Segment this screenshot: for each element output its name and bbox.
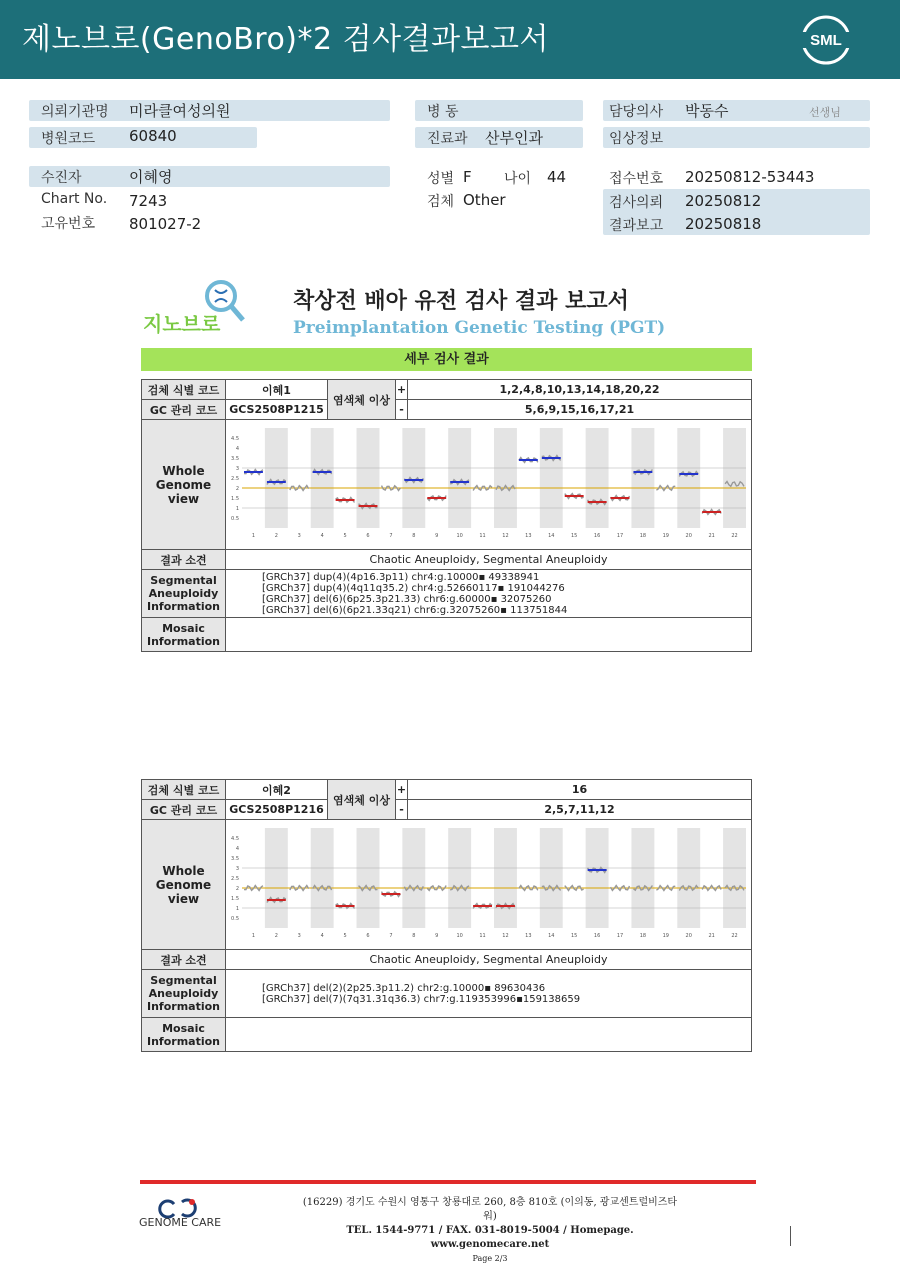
- ward-label: 병 동: [427, 104, 459, 120]
- chart-no: 7243: [129, 192, 168, 210]
- chrom-band: [265, 828, 288, 928]
- segmental-label: Segmental Aneuploidy Information: [142, 970, 226, 1018]
- y-tick: 3.5: [231, 456, 239, 462]
- whole-genome-chart-2: [226, 820, 751, 946]
- segmental-line: [GRCh37] del(7)(7q31.31q36.3) chr7:g.119353996▪159138659: [262, 993, 581, 1005]
- x-tick: 18: [639, 533, 647, 539]
- x-tick: 13: [525, 933, 532, 939]
- uid: 801027-2: [129, 215, 202, 233]
- cn-trace: [656, 886, 675, 891]
- x-tick: 17: [616, 533, 624, 539]
- chrom-band: [448, 828, 471, 928]
- req-org: 미라클여성의원: [129, 102, 231, 120]
- y-tick: 1.5: [231, 896, 239, 902]
- minus-label: -: [396, 400, 408, 420]
- gc-code: GCS2508P1216: [226, 800, 328, 820]
- y-tick: 3: [235, 466, 239, 472]
- chrom-band: [540, 428, 563, 528]
- plus-label: +: [396, 780, 408, 800]
- y-tick: 2.5: [231, 876, 239, 882]
- chart-label: Chart No.: [41, 191, 108, 207]
- report-date: 20250818: [685, 215, 762, 233]
- gc-code: GCS2508P1215: [226, 400, 328, 420]
- x-tick: 20: [685, 533, 692, 539]
- y-tick: 4.5: [231, 836, 239, 842]
- patient-label: 수진자: [41, 170, 82, 186]
- specimen-label: 검체: [427, 194, 455, 210]
- plus-list: 16: [408, 780, 752, 800]
- chrom-band: [448, 428, 471, 528]
- mosaic-info: [226, 618, 752, 652]
- plus-label: +: [396, 380, 408, 400]
- sample-1-table: [141, 379, 752, 652]
- dept-label: 진료과: [427, 131, 468, 147]
- y-tick: 1.5: [231, 496, 239, 502]
- footer-contact: TEL. 1544-9771 / FAX. 031-8019-5004 / Homepage. www.genomecare.net: [346, 1225, 634, 1250]
- x-tick: 5: [343, 533, 347, 539]
- y-tick: 4: [235, 846, 239, 852]
- x-tick: 4: [320, 533, 324, 539]
- svg-text:SML: SML: [810, 32, 842, 49]
- request: 20250812: [685, 192, 762, 210]
- cn-trace: [656, 486, 675, 491]
- sample-code-label: 검체 식별 코드: [142, 780, 226, 800]
- footer-address: (16229) 경기도 수원시 영통구 창룡대로 260, 8층 810호 (이의동, 광교센트럴비즈타워): [302, 1197, 678, 1222]
- x-tick: 16: [593, 933, 601, 939]
- pgt-title-ko: 착상전 배아 유전 검사 결과 보고서: [293, 289, 629, 314]
- doctor: 박동수: [685, 102, 729, 120]
- x-tick: 15: [570, 533, 578, 539]
- x-tick: 9: [435, 533, 439, 539]
- x-tick: 14: [548, 933, 555, 939]
- y-tick: 2: [235, 886, 239, 892]
- divider: [790, 1226, 791, 1246]
- chrom-band: [357, 428, 380, 528]
- x-tick: 2: [274, 933, 278, 939]
- footer-rule: [140, 1180, 756, 1184]
- chrom-band: [586, 428, 609, 528]
- x-tick: 5: [343, 933, 347, 939]
- footer-text: [300, 1196, 680, 1266]
- x-tick: 6: [366, 933, 370, 939]
- sml-logo: [800, 14, 852, 66]
- x-tick: 21: [708, 533, 715, 539]
- y-tick: 3: [235, 866, 239, 872]
- x-tick: 10: [456, 533, 463, 539]
- x-tick: 7: [389, 933, 393, 939]
- clinical-label: 임상정보: [609, 131, 664, 147]
- segmental-line: [GRCh37] del(6)(6p25.3p21.33) chr6:g.60000▪ 32075260: [262, 593, 552, 605]
- minus-label: -: [396, 800, 408, 820]
- req-org-label: 의뢰기관명: [41, 104, 109, 120]
- doctor-label: 담당의사: [609, 104, 664, 120]
- x-tick: 6: [366, 533, 370, 539]
- mosaic-label: Mosaic Information: [142, 1018, 226, 1052]
- result-text: Chaotic Aneuploidy, Segmental Aneuploidy: [226, 950, 752, 970]
- x-tick: 15: [570, 933, 578, 939]
- chrom-band: [677, 828, 700, 928]
- cn-trace: [565, 886, 584, 891]
- plus-list: 1,2,4,8,10,13,14,18,20,22: [408, 380, 752, 400]
- x-tick: 7: [389, 533, 393, 539]
- chrom-abn-label: 염색체 이상: [328, 380, 396, 420]
- chrom-band: [631, 828, 654, 928]
- mosaic-label: Mosaic Information: [142, 618, 226, 652]
- x-tick: 1: [251, 933, 256, 939]
- x-tick: 9: [435, 933, 439, 939]
- x-tick: 21: [708, 933, 715, 939]
- x-tick: 22: [731, 533, 738, 539]
- y-tick: 2.5: [231, 476, 239, 482]
- sample-2-table: [141, 779, 752, 1052]
- patient: 이혜영: [129, 168, 173, 186]
- y-tick: 3.5: [231, 856, 239, 862]
- cn-trace: [244, 886, 263, 891]
- sample-code: 이혜1: [226, 380, 328, 400]
- x-tick: 8: [412, 533, 416, 539]
- reception-label: 접수번호: [609, 171, 664, 187]
- minus-list: 5,6,9,15,16,17,21: [408, 400, 752, 420]
- chrom-band: [265, 428, 288, 528]
- hosp-code-label: 병원코드: [41, 131, 96, 147]
- report-title: 제노브로(GenoBro)*2 검사결과보고서: [22, 22, 549, 57]
- chrom-band: [723, 428, 746, 528]
- y-tick: 0.5: [231, 516, 239, 522]
- y-tick: 4: [235, 446, 239, 452]
- reception: 20250812-53443: [685, 168, 815, 186]
- whole-genome-chart-1: [226, 420, 751, 546]
- x-tick: 20: [685, 933, 692, 939]
- sex: F: [463, 168, 472, 186]
- segmental-info: [226, 970, 752, 1018]
- segmental-info: [226, 570, 752, 618]
- x-tick: 13: [525, 533, 532, 539]
- chrom-band: [677, 428, 700, 528]
- chrom-band: [402, 428, 425, 528]
- x-tick: 19: [662, 533, 670, 539]
- uid-label: 고유번호: [41, 216, 96, 232]
- x-tick: 16: [593, 533, 601, 539]
- x-tick: 14: [548, 533, 555, 539]
- x-tick: 8: [412, 933, 416, 939]
- sample-code: 이혜2: [226, 780, 328, 800]
- segmental-line: [GRCh37] del(2)(2p25.3p11.2) chr2:g.10000▪ 89630436: [262, 982, 546, 994]
- section-title: 세부 검사 결과: [141, 348, 752, 371]
- doctor-suffix: 선생님: [809, 106, 841, 119]
- y-tick: 0.5: [231, 916, 239, 922]
- x-tick: 10: [456, 933, 463, 939]
- chrom-abn-label: 염색체 이상: [328, 780, 396, 820]
- chrom-band: [311, 828, 334, 928]
- sex-label: 성별: [427, 171, 455, 187]
- segmental-line: [GRCh37] del(6)(6p21.33q21) chr6:g.32075260▪ 113751844: [262, 604, 568, 616]
- chrom-band: [723, 828, 746, 928]
- segmental-line: [GRCh37] dup(4)(4q11q35.2) chr4:g.52660117▪ 191044276: [262, 582, 565, 594]
- x-tick: 2: [274, 533, 278, 539]
- chrom-band: [540, 828, 563, 928]
- gc-code-label: GC 관리 코드: [142, 800, 226, 820]
- genobro-logo: [143, 278, 253, 338]
- chrom-band: [357, 828, 380, 928]
- report-header: [0, 0, 900, 79]
- x-tick: 11: [479, 533, 486, 539]
- x-tick: 12: [502, 533, 509, 539]
- svg-text:지노브로: 지노브로: [143, 312, 221, 336]
- segmental-label: Segmental Aneuploidy Information: [142, 570, 226, 618]
- chrom-band: [402, 828, 425, 928]
- whole-genome-label: Whole Genome view: [142, 420, 226, 550]
- result-label: 결과 소견: [142, 950, 226, 970]
- x-tick: 3: [297, 933, 301, 939]
- y-tick: 1: [235, 506, 239, 512]
- y-tick: 1: [235, 906, 239, 912]
- sample-code-label: 검체 식별 코드: [142, 380, 226, 400]
- result-text: Chaotic Aneuploidy, Segmental Aneuploidy: [226, 550, 752, 570]
- chrom-band: [494, 828, 517, 928]
- hosp-code: 60840: [129, 127, 177, 145]
- chrom-band: [631, 428, 654, 528]
- x-tick: 3: [297, 533, 301, 539]
- result-label: 결과 소견: [142, 550, 226, 570]
- x-tick: 18: [639, 933, 647, 939]
- x-tick: 19: [662, 933, 670, 939]
- pgt-title-en: Preimplantation Genetic Testing (PGT): [293, 318, 666, 338]
- brand-name: GENOME CARE: [139, 1216, 222, 1229]
- chrom-band: [494, 428, 517, 528]
- request-label: 검사의뢰: [609, 195, 664, 211]
- y-tick: 2: [235, 486, 239, 492]
- x-tick: 17: [616, 933, 624, 939]
- page-number: Page 2/3: [472, 1254, 508, 1263]
- x-tick: 22: [731, 933, 738, 939]
- gc-code-label: GC 관리 코드: [142, 400, 226, 420]
- mosaic-info: [226, 1018, 752, 1052]
- x-tick: 12: [502, 933, 509, 939]
- dept: 산부인과: [485, 129, 543, 147]
- x-tick: 4: [320, 933, 324, 939]
- x-tick: 11: [479, 933, 486, 939]
- report-label: 결과보고: [609, 218, 664, 234]
- chrom-band: [586, 828, 609, 928]
- minus-list: 2,5,7,11,12: [408, 800, 752, 820]
- age: 44: [547, 168, 567, 186]
- chrom-band: [311, 428, 334, 528]
- specimen: Other: [463, 191, 506, 209]
- segmental-line: [GRCh37] dup(4)(4p16.3p11) chr4:g.10000▪ 49338941: [262, 571, 540, 583]
- x-tick: 1: [251, 533, 256, 539]
- whole-genome-label: Whole Genome view: [142, 820, 226, 950]
- y-tick: 4.5: [231, 436, 239, 442]
- age-label: 나이: [504, 171, 532, 187]
